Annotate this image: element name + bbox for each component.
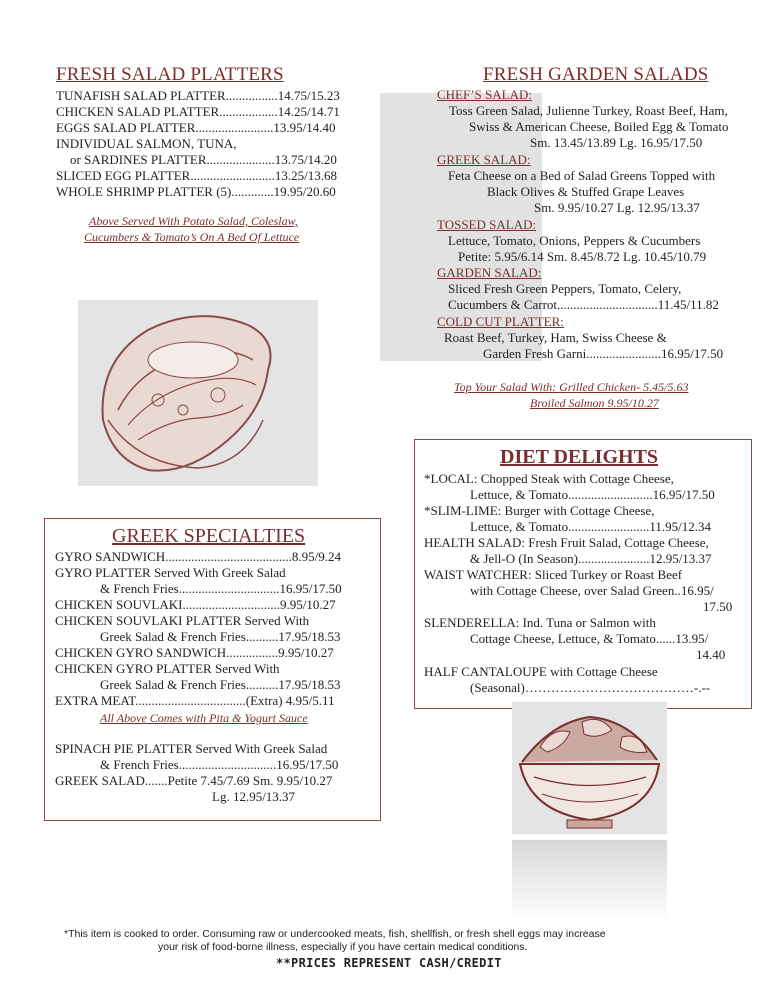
greek-item: & French Fries...............................16.95/17.50 <box>100 581 342 596</box>
diet-item: HEALTH SALAD: Fresh Fruit Salad, Cottage Cheese, <box>424 535 709 550</box>
cold-cut-platter-desc: Roast Beef, Turkey, Ham, Swiss Cheese & <box>444 330 667 345</box>
diet-item: *SLIM-LIME: Burger with Cottage Cheese, <box>424 503 655 518</box>
greek-item: GREEK SALAD.......Petite 7.45/7.69 Sm. 9.95/10.27 <box>55 773 333 788</box>
greek-salad-desc: Feta Cheese on a Bed of Salad Greens Topped with <box>448 168 716 183</box>
menu-item: CHICKEN SALAD PLATTER..................14.25/14.71 <box>56 104 340 119</box>
greek-item: CHICKEN GYRO SANDWICH................9.95/10.27 <box>55 645 334 660</box>
cold-cut-platter-heading: COLD CUT PLATTER: <box>437 314 564 329</box>
greek-item: Lg. 12.95/13.37 <box>212 789 296 804</box>
greek-item: Greek Salad & French Fries..........17.95/18.53 <box>100 677 341 692</box>
garden-salad-heading: GARDEN SALAD: <box>437 265 542 280</box>
greek-item: SPINACH PIE PLATTER Served With Greek Salad <box>55 741 328 756</box>
tossed-salad-desc: Lettuce, Tomato, Onions, Peppers & Cucumbers <box>448 233 701 248</box>
salad-bowl-illustration-image <box>512 702 667 834</box>
menu-item: SLICED EGG PLATTER..........................13.25/13.68 <box>56 168 337 183</box>
diet-item: Lettuce, & Tomato..........................16.95/17.50 <box>470 487 715 502</box>
greek-item: & French Fries..............................16.95/17.50 <box>100 757 339 772</box>
menu-item: or SARDINES PLATTER.....................13.75/14.20 <box>70 152 337 167</box>
menu-item: INDIVIDUAL SALMON, TUNA, <box>56 136 237 151</box>
salad-bowl-drawing <box>512 702 667 834</box>
salad-bowl-reflection <box>512 840 667 922</box>
chefs-salad-heading: CHEF’S SALAD: <box>437 87 532 102</box>
greek-item: CHICKEN SOUVLAKI PLATTER Served With <box>55 613 310 628</box>
food-safety-disclaimer: your risk of food-borne illness, especially if you have certain medical conditions. <box>158 941 528 953</box>
greek-salad-price: Sm. 9.95/10.27 Lg. 12.95/13.37 <box>534 200 700 215</box>
diet-item: HALF CANTALOUPE with Cottage Cheese <box>424 664 658 679</box>
diet-item: 14.40 <box>696 647 726 662</box>
menu-item: TUNAFISH SALAD PLATTER................14.75/15.23 <box>56 88 340 103</box>
chefs-salad-desc: Toss Green Salad, Julienne Turkey, Roast Beef, Ham, <box>449 103 728 118</box>
diet-item: Cottage Cheese, Lettuce, & Tomato......13.95/ <box>470 631 709 646</box>
gyro-illustration-image <box>78 300 318 486</box>
cold-cut-platter-price: Garden Fresh Garni.......................16.95/17.50 <box>483 346 724 361</box>
cash-credit-notice: **PRICES REPRESENT CASH/CREDIT <box>276 956 502 970</box>
fresh-salad-platters-title: FRESH SALAD PLATTERS <box>56 64 284 85</box>
salad-topping-note: Top Your Salad With: Grilled Chicken- 5.45/5.63 <box>454 380 689 394</box>
gyro-drawing <box>78 300 318 486</box>
menu-item: WHOLE SHRIMP PLATTER (5).............19.95/20.60 <box>56 184 336 199</box>
greek-specialties-note: All Above Comes with Pita & Yogurt Sauce <box>100 711 308 725</box>
chefs-salad-desc: Swiss & American Cheese, Boiled Egg & Tomato <box>469 119 729 134</box>
diet-item: Lettuce, & Tomato.........................11.95/12.34 <box>470 519 712 534</box>
diet-item: *LOCAL: Chopped Steak with Cottage Cheese, <box>424 471 674 486</box>
greek-salad-heading: GREEK SALAD: <box>437 152 531 167</box>
menu-item: EGGS SALAD PLATTER........................13.95/14.40 <box>56 120 336 135</box>
salad-topping-note: Broiled Salmon 9.95/10.27 <box>530 396 659 410</box>
greek-item: CHICKEN GYRO PLATTER Served With <box>55 661 280 676</box>
diet-item: SLENDERELLA: Ind. Tuna or Salmon with <box>424 615 656 630</box>
tossed-salad-price: Petite: 5.95/6.14 Sm. 8.45/8.72 Lg. 10.45/10.79 <box>458 249 707 264</box>
greek-item: CHICKEN SOUVLAKI..............................9.95/10.27 <box>55 597 336 612</box>
garden-salad-price: Cucumbers & Carrot...............................11.45/11.82 <box>448 297 719 312</box>
chefs-salad-price: Sm. 13.45/13.89 Lg. 16.95/17.50 <box>530 135 703 150</box>
platters-note: Cucumbers & Tomato’s On A Bed Of Lettuce <box>84 230 300 244</box>
greek-item: GYRO PLATTER Served With Greek Salad <box>55 565 286 580</box>
greek-specialties-title: GREEK SPECIALTIES <box>112 525 306 547</box>
diet-item: WAIST WATCHER: Sliced Turkey or Roast Beef <box>424 567 683 582</box>
greek-item: GYRO SANDWICH.......................................8.95/9.24 <box>55 549 341 564</box>
diet-item: 17.50 <box>703 599 733 614</box>
diet-item: (Seasonal)…………………………………-.-- <box>470 680 711 695</box>
food-safety-disclaimer: *This item is cooked to order. Consuming raw or undercooked meats, fish, shellfish, or fresh shell eggs may increase <box>64 928 606 940</box>
diet-item: with Cottage Cheese, over Salad Green..16.95/ <box>470 583 714 598</box>
diet-delights-title: DIET DELIGHTS <box>500 446 659 468</box>
tossed-salad-heading: TOSSED SALAD: <box>437 217 537 232</box>
diet-item: & Jell-O (In Season)......................12.95/13.37 <box>470 551 712 566</box>
platters-note: Above Served With Potato Salad, Coleslaw, <box>89 214 298 228</box>
greek-item: Greek Salad & French Fries..........17.95/18.53 <box>100 629 341 644</box>
greek-item: EXTRA MEAT..................................(Extra) 4.95/5.11 <box>55 693 335 708</box>
greek-salad-desc: Black Olives & Stuffed Grape Leaves <box>487 184 685 199</box>
fresh-garden-salads-title: FRESH GARDEN SALADS <box>483 64 709 85</box>
garden-salad-desc: Sliced Fresh Green Peppers, Tomato, Celery, <box>448 281 682 296</box>
